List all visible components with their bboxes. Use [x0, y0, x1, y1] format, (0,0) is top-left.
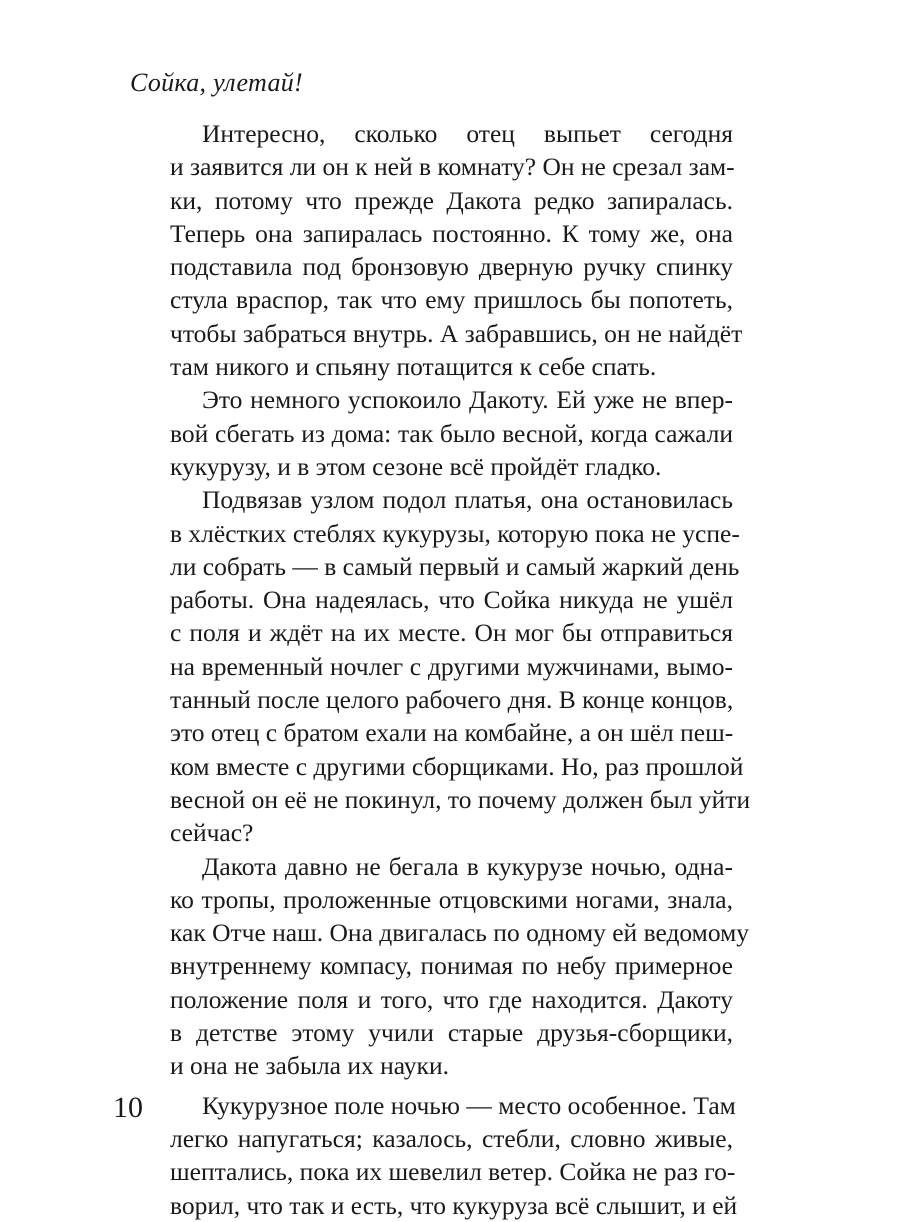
paragraph	[170, 483, 751, 849]
paragraph	[170, 850, 749, 1083]
body-text	[170, 117, 751, 1222]
text-line: танный после целого рабочего дня. В конце концов,	[170, 685, 734, 715]
text-line: шептались, пока их шевелил ветер. Сойка не раз го-	[170, 1157, 736, 1187]
text-line: работы. Она надеялась, что Сойка никуда не ушёл	[170, 585, 733, 615]
text-line: ки, потому что прежде Дакота редко запиралась.	[170, 185, 733, 215]
text-line: чтобы забраться внутрь. А забравшись, он не найдёт	[170, 318, 743, 348]
text-line: Интересно, сколько отец выпьет сегодня	[202, 119, 733, 148]
text-line: легко напугаться; казалось, стебли, словно живые,	[170, 1123, 733, 1153]
text-line: с поля и ждёт на их месте. Он мог бы отправиться	[170, 618, 733, 648]
paragraph	[170, 383, 733, 483]
text-line: в хлёстких стеблях кукурузы, которую пока не успе-	[170, 518, 740, 548]
text-line: и заявится ли он к ней в комнату? Он не срезал зам-	[170, 152, 735, 182]
text-line: ко тропы, проложенные отцовскими ногами, знала,	[170, 884, 733, 914]
text-line: стула враспор, так что ему пришлось бы попотеть,	[170, 285, 733, 315]
text-line: подставила под бронзовую дверную ручку спинку	[170, 252, 733, 282]
text-line: Кукурузное поле ночью — место особенное. Там	[202, 1090, 736, 1120]
text-line: кукурузу, и в этом сезоне всё пройдёт гладко.	[170, 451, 662, 481]
text-line: внутреннему компасу, понимая по небу примерное	[170, 951, 733, 981]
text-line: Дакота давно не бегала в кукурузе ночью, одна-	[202, 851, 733, 881]
text-line: положение поля и того, что где находится. Дакоту	[170, 984, 733, 1014]
text-line: Это немного успокоило Дакоту. Ей уже не впер-	[202, 385, 733, 415]
text-line: на временный ночлег с другими мужчинами, вымо-	[170, 651, 733, 681]
text-line: в детстве этому учили старые друзья-сборщики,	[170, 1018, 733, 1048]
text-line: это отец с братом ехали на комбайне, а он шёл пеш-	[170, 718, 734, 748]
text-line: сейчас?	[170, 818, 254, 848]
text-line: и она не забыла их науки.	[170, 1051, 449, 1081]
text-line: вой сбегать из дома: так было весной, когда сажали	[170, 418, 733, 448]
text-line: как Отче наш. Она двигалась по одному ей ведомому	[170, 918, 749, 948]
running-head: Сойка, улетай!	[130, 68, 304, 97]
text-line: Подвязав узлом подол платья, она остановилась	[202, 485, 733, 515]
text-line: Теперь она запиралась постоянно. К тому же, она	[170, 218, 733, 248]
text-line: ворил, что так и есть, что кукуруза всё слышит, и ей	[170, 1190, 738, 1220]
text-line: ли собрать — в самый первый и самый жаркий день	[170, 551, 740, 581]
paragraph	[170, 1089, 738, 1222]
text-line: весной он её не покинул, то почему должен был уйти	[170, 784, 751, 814]
page-number: 10	[113, 1091, 143, 1124]
text-line: там никого и спьяну потащится к себе спать.	[170, 352, 657, 382]
paragraph	[170, 117, 743, 383]
text-line: ком вместе с другими сборщиками. Но, раз прошлой	[170, 751, 744, 781]
